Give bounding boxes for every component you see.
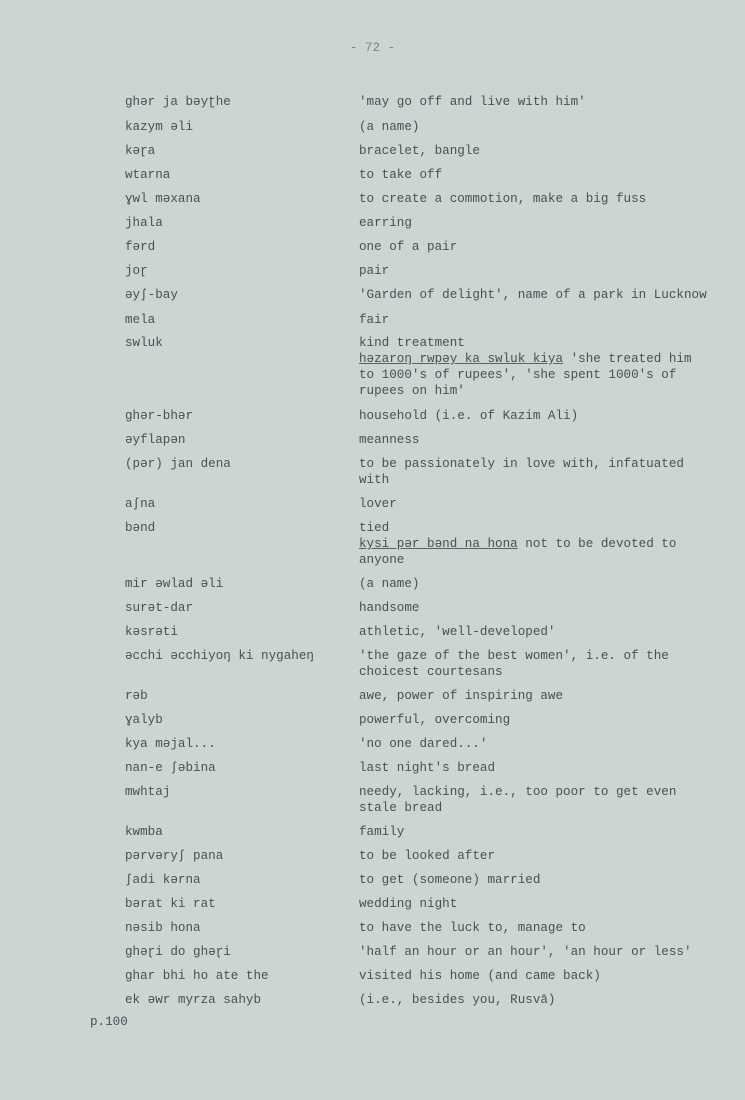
gloss-text: visited his home (and came back) bbox=[359, 969, 601, 983]
gloss-text: fair bbox=[359, 313, 390, 327]
glossary-entry bbox=[0, 688, 745, 704]
entry-gloss bbox=[359, 576, 709, 592]
glossary-entry bbox=[0, 496, 745, 512]
gloss-text: 'may go off and live with him' bbox=[359, 95, 586, 109]
glossary-entry bbox=[0, 576, 745, 592]
entry-term: əyʃ-bay bbox=[125, 288, 178, 302]
gloss-text: to be passionately in love with, infatuated with bbox=[359, 457, 692, 487]
entry-gloss bbox=[359, 215, 709, 231]
gloss-text: tied bbox=[359, 521, 390, 535]
glossary-entry bbox=[0, 287, 745, 303]
gloss-text: 'the gaze of the best women', i.e. of the choicest courtesans bbox=[359, 649, 677, 679]
entry-term: pərvəryʃ pana bbox=[125, 849, 224, 863]
entry-gloss bbox=[359, 824, 709, 840]
gloss-text: household (i.e. of Kazim Ali) bbox=[359, 409, 579, 423]
page-reference-marker: p.100 bbox=[90, 1015, 128, 1029]
entry-term: bərat ki rat bbox=[125, 897, 216, 911]
glossary-entry bbox=[0, 94, 745, 110]
glossary-entry bbox=[0, 312, 745, 328]
gloss-text: lover bbox=[359, 497, 397, 511]
glossary-entry bbox=[0, 335, 745, 399]
glossary-entry bbox=[0, 784, 745, 816]
entry-term: rəb bbox=[125, 689, 148, 703]
entry-gloss bbox=[359, 335, 709, 399]
entry-term: ʃadi kərna bbox=[125, 873, 201, 887]
entry-term: ghər ja bəyʈhe bbox=[125, 95, 231, 109]
gloss-text: awe, power of inspiring awe bbox=[359, 689, 564, 703]
gloss-text: (a name) bbox=[359, 577, 420, 591]
gloss-text: bracelet, bangle bbox=[359, 144, 480, 158]
entry-term: swluk bbox=[125, 336, 163, 350]
gloss-text: (a name) bbox=[359, 120, 420, 134]
gloss-text: earring bbox=[359, 216, 412, 230]
entry-term: bənd bbox=[125, 521, 156, 535]
glossary-entry bbox=[0, 872, 745, 888]
entry-term: kəɽa bbox=[125, 144, 156, 158]
glossary-entry bbox=[0, 944, 745, 960]
entry-term: kya məjal... bbox=[125, 737, 216, 751]
gloss-text: to be looked after bbox=[359, 849, 496, 863]
glossary-entry bbox=[0, 624, 745, 640]
glossary-entry bbox=[0, 824, 745, 840]
gloss-text: needy, lacking, i.e., too poor to get even stale bread bbox=[359, 785, 684, 815]
entry-term: surət-dar bbox=[125, 601, 194, 615]
entry-gloss bbox=[359, 920, 709, 936]
entry-gloss bbox=[359, 944, 709, 960]
entry-term: wtarna bbox=[125, 168, 171, 182]
gloss-text: 'no one dared...' bbox=[359, 737, 488, 751]
example-translation: not to be devoted to anyone bbox=[359, 537, 684, 567]
entry-gloss bbox=[359, 872, 709, 888]
usage-example bbox=[359, 536, 709, 568]
entry-term: ek əwr myrza sahyb bbox=[125, 993, 262, 1007]
example-phrase: kysi pər bənd na hona bbox=[359, 537, 518, 551]
gloss-text: kind treatment bbox=[359, 336, 465, 350]
gloss-text: (i.e., besides you, Rusvā) bbox=[359, 993, 556, 1007]
glossary-entry bbox=[0, 600, 745, 616]
gloss-text: athletic, 'well-developed' bbox=[359, 625, 556, 639]
example-phrase: həzaroŋ rwpəy ka swluk kiya bbox=[359, 352, 564, 366]
entry-term: nəsib hona bbox=[125, 921, 201, 935]
gloss-text: wedding night bbox=[359, 897, 458, 911]
glossary-entry bbox=[0, 119, 745, 135]
entry-term: ɣwl məxana bbox=[125, 192, 201, 206]
entry-term: kəsrəti bbox=[125, 625, 178, 639]
gloss-text: 'half an hour or an hour', 'an hour or less' bbox=[359, 945, 692, 959]
entry-gloss bbox=[359, 648, 709, 680]
gloss-text: meanness bbox=[359, 433, 420, 447]
entry-term: kazym əli bbox=[125, 120, 194, 134]
glossary-entry bbox=[0, 456, 745, 488]
entry-term: (pər) jan dena bbox=[125, 457, 231, 471]
entry-term: joɽ bbox=[125, 264, 148, 278]
entry-term: mela bbox=[125, 313, 156, 327]
glossary-entry bbox=[0, 263, 745, 279]
entry-gloss bbox=[359, 496, 709, 512]
entry-gloss bbox=[359, 94, 709, 110]
entry-gloss bbox=[359, 287, 709, 303]
gloss-text: last night's bread bbox=[359, 761, 496, 775]
glossary-entry bbox=[0, 736, 745, 752]
entry-gloss bbox=[359, 736, 709, 752]
glossary-entry bbox=[0, 432, 745, 448]
glossary-entry bbox=[0, 143, 745, 159]
entry-gloss bbox=[359, 712, 709, 728]
gloss-text: 'Garden of delight', name of a park in Lucknow bbox=[359, 288, 707, 302]
glossary-entry bbox=[0, 648, 745, 680]
glossary-entry bbox=[0, 215, 745, 231]
gloss-text: to get (someone) married bbox=[359, 873, 541, 887]
entry-term: nan-e ʃəbina bbox=[125, 761, 216, 775]
glossary-entry bbox=[0, 968, 745, 984]
entry-gloss bbox=[359, 167, 709, 183]
gloss-text: to have the luck to, manage to bbox=[359, 921, 586, 935]
entry-gloss bbox=[359, 784, 709, 816]
glossary-entry bbox=[0, 920, 745, 936]
entry-term: jhala bbox=[125, 216, 163, 230]
entry-gloss bbox=[359, 263, 709, 279]
entry-gloss bbox=[359, 896, 709, 912]
entry-term: ghər-bhər bbox=[125, 409, 194, 423]
gloss-text: one of a pair bbox=[359, 240, 458, 254]
entry-gloss bbox=[359, 624, 709, 640]
glossary-entry bbox=[0, 760, 745, 776]
gloss-text: pair bbox=[359, 264, 390, 278]
entry-gloss bbox=[359, 968, 709, 984]
entry-term: kwmba bbox=[125, 825, 163, 839]
glossary-list bbox=[0, 94, 745, 1008]
example-translation: 'she treated him to 1000's of rupees', 'she spent 1000's of rupees on him' bbox=[359, 352, 700, 398]
glossary-entry bbox=[0, 191, 745, 207]
glossary-entry bbox=[0, 896, 745, 912]
entry-term: əyflapən bbox=[125, 433, 186, 447]
entry-term: ghar bhi ho ate the bbox=[125, 969, 269, 983]
entry-gloss bbox=[359, 312, 709, 328]
entry-gloss bbox=[359, 143, 709, 159]
glossary-entry bbox=[0, 239, 745, 255]
entry-term: mwhtaj bbox=[125, 785, 171, 799]
glossary-entry bbox=[0, 848, 745, 864]
gloss-text: powerful, overcoming bbox=[359, 713, 511, 727]
entry-term: fərd bbox=[125, 240, 156, 254]
entry-gloss bbox=[359, 432, 709, 448]
entry-gloss bbox=[359, 600, 709, 616]
entry-term: mir əwlad əli bbox=[125, 577, 224, 591]
glossary-entry bbox=[0, 408, 745, 424]
glossary-entry bbox=[0, 520, 745, 568]
entry-gloss bbox=[359, 408, 709, 424]
entry-gloss bbox=[359, 239, 709, 255]
glossary-entry bbox=[0, 167, 745, 183]
entry-gloss bbox=[359, 688, 709, 704]
entry-term: əcchi əcchiyoŋ ki nygaheŋ bbox=[125, 649, 314, 663]
entry-gloss bbox=[359, 848, 709, 864]
entry-term: ɣalyb bbox=[125, 713, 163, 727]
entry-gloss bbox=[359, 760, 709, 776]
page-number: - 72 - bbox=[349, 41, 396, 55]
entry-gloss bbox=[359, 456, 709, 488]
gloss-text: handsome bbox=[359, 601, 420, 615]
gloss-text: to create a commotion, make a big fuss bbox=[359, 192, 647, 206]
usage-example bbox=[359, 351, 709, 399]
entry-gloss bbox=[359, 119, 709, 135]
entry-gloss bbox=[359, 992, 709, 1008]
gloss-text: family bbox=[359, 825, 405, 839]
entry-term: aʃna bbox=[125, 497, 156, 511]
glossary-entry bbox=[0, 992, 745, 1008]
entry-gloss bbox=[359, 520, 709, 568]
glossary-entry bbox=[0, 712, 745, 728]
gloss-text: to take off bbox=[359, 168, 443, 182]
entry-gloss bbox=[359, 191, 709, 207]
entry-term: ghəɽi do ghəɽi bbox=[125, 945, 231, 959]
